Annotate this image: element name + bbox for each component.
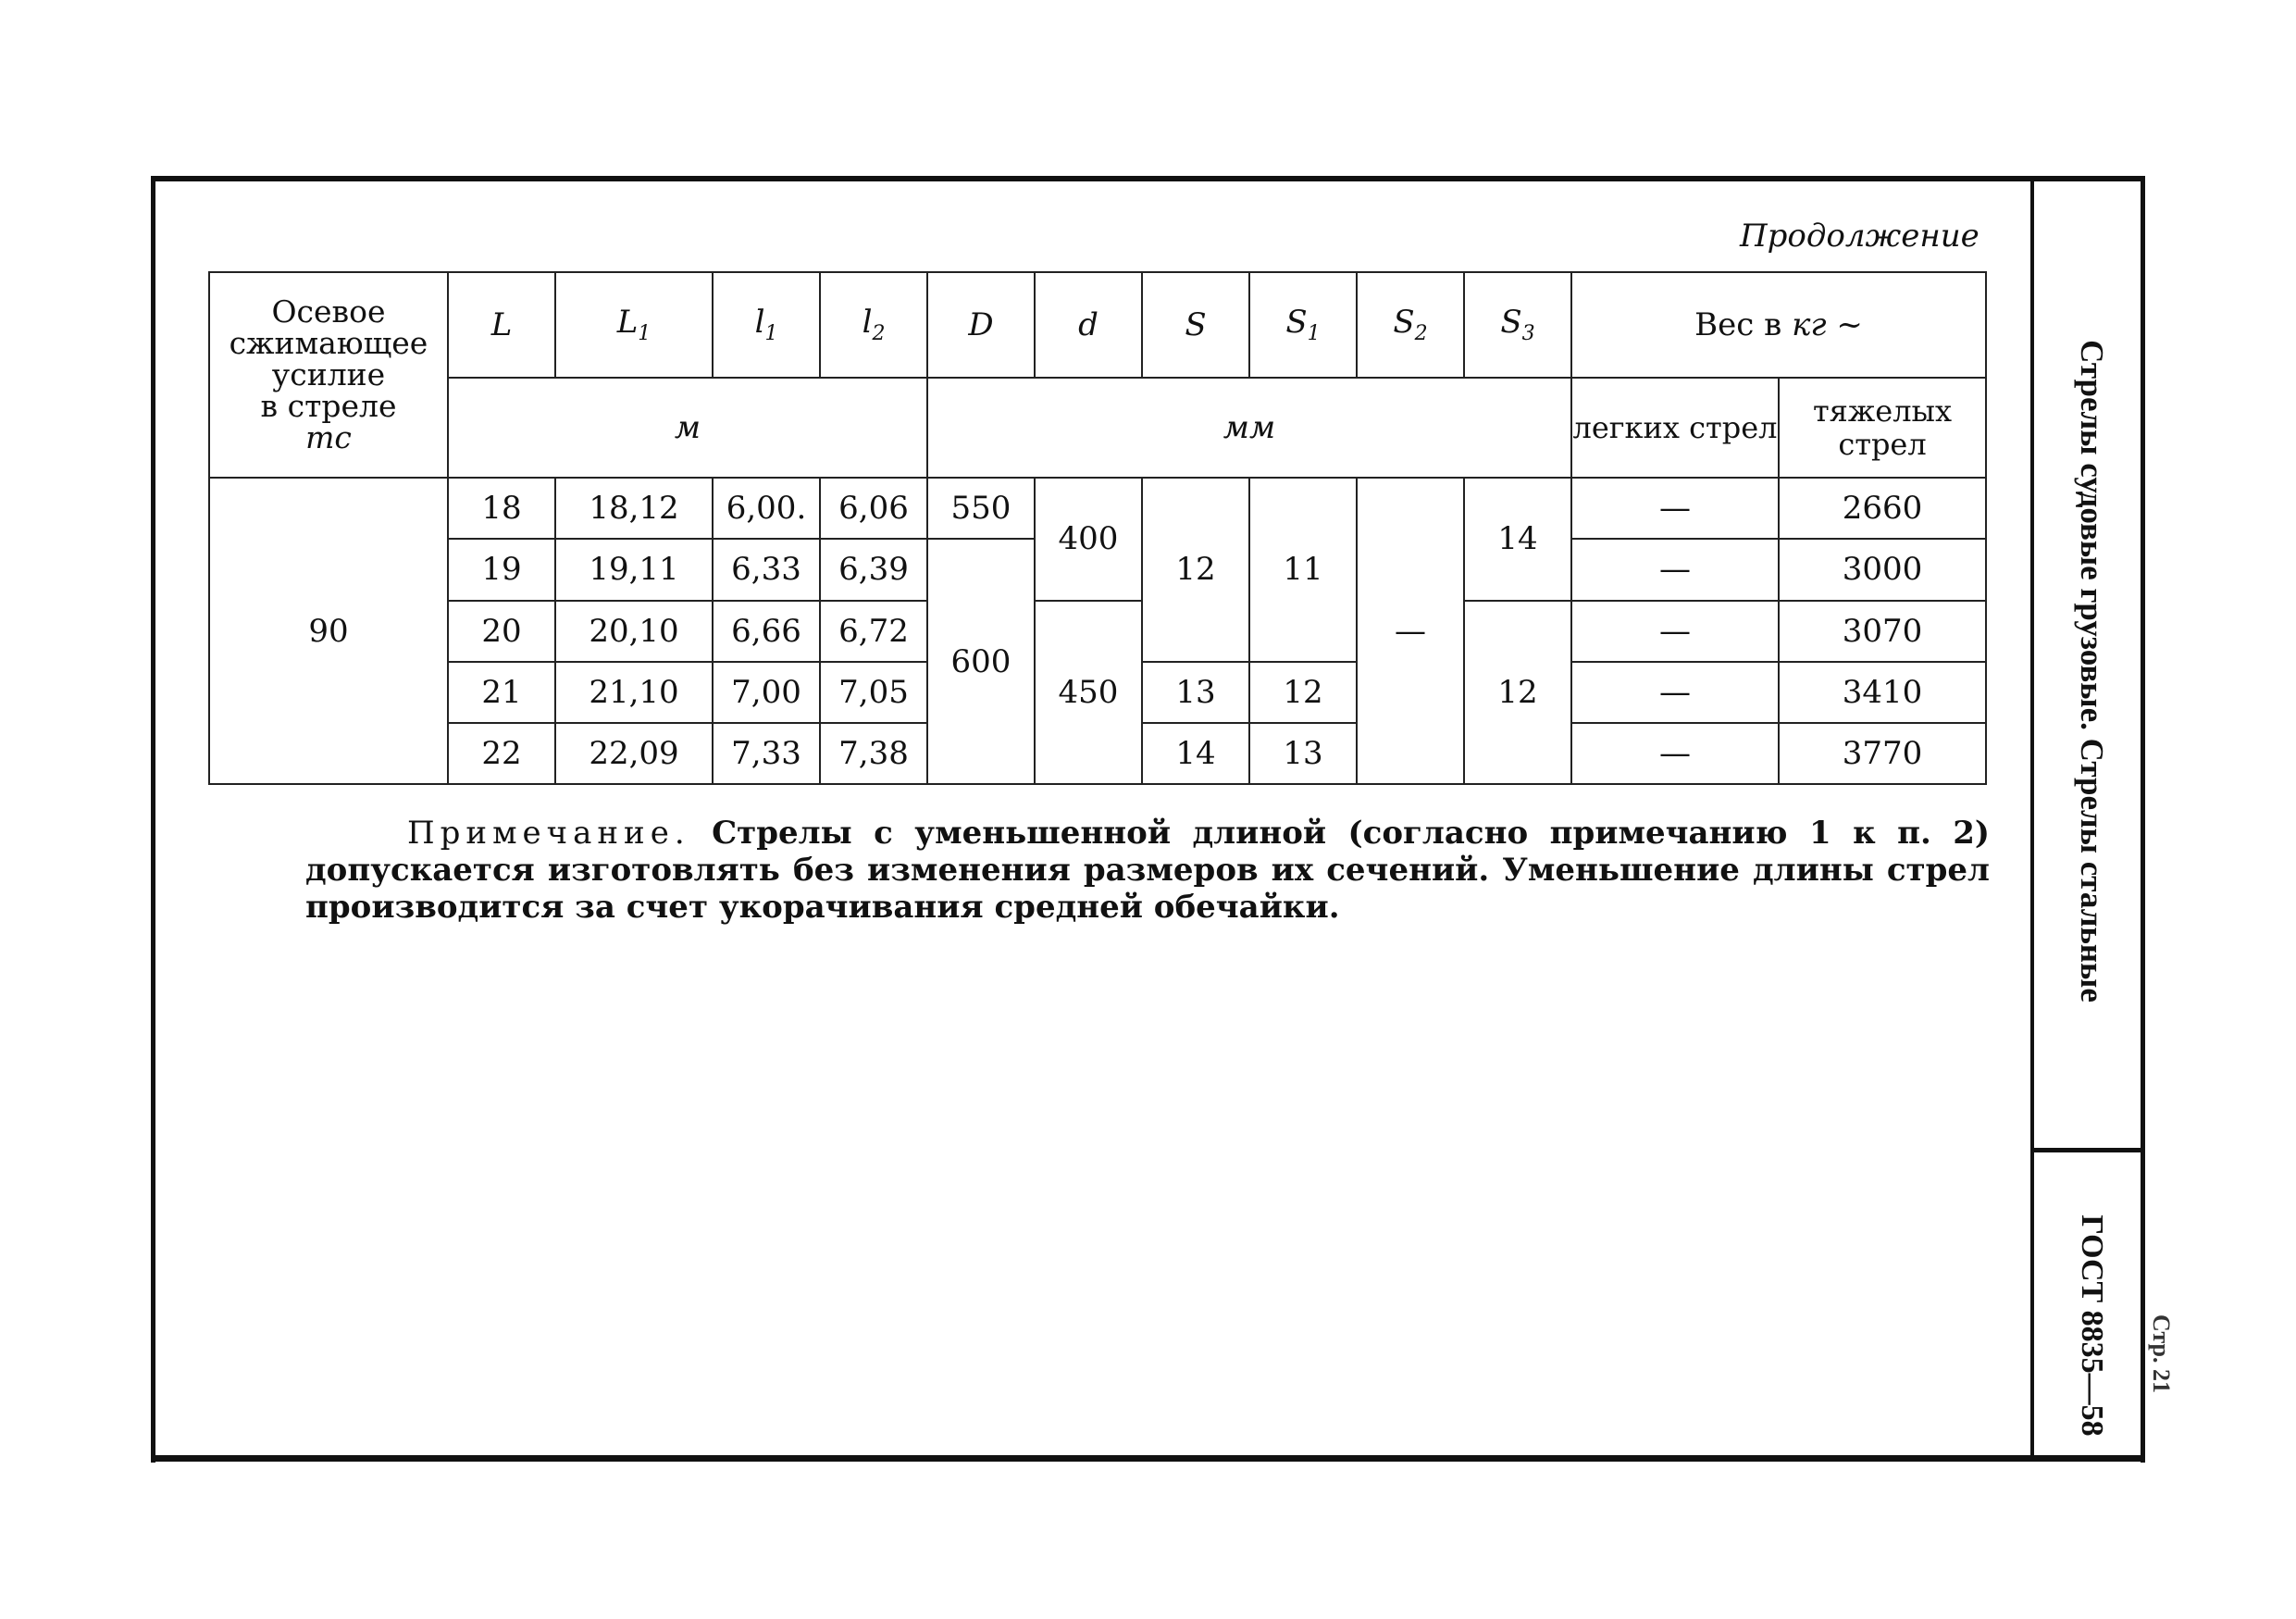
cell-weight-heavy: 2660 [1779, 478, 1986, 539]
table-row [209, 478, 1986, 539]
unit-m: м [448, 378, 927, 479]
cell-weight-light: — [1571, 662, 1779, 723]
header-heavy-booms: тяжелых стрел [1779, 378, 1986, 479]
cell-d: 450 [1035, 601, 1142, 785]
cell-L1: 21,10 [555, 662, 713, 723]
header-L: L [448, 272, 555, 378]
cell-L: 22 [448, 723, 555, 784]
side-standard-number: ГОСТ 8835—58 [2075, 1214, 2109, 1437]
cell-l1: 7,00 [713, 662, 820, 723]
header-L1: $L_1$ [555, 272, 713, 378]
cell-weight-light: — [1571, 723, 1779, 784]
cell-weight-light: — [1571, 539, 1779, 600]
cell-weight-light: — [1571, 478, 1779, 539]
cell-l1: 7,33 [713, 723, 820, 784]
cell-L: 20 [448, 601, 555, 662]
header-D: D [927, 272, 1035, 378]
side-panel-left-border [2030, 181, 2034, 1458]
cell-S1: 13 [1249, 723, 1357, 784]
cell-weight-heavy: 3000 [1779, 539, 1986, 600]
frame-top-border [151, 176, 2145, 181]
cell-L1: 22,09 [555, 723, 713, 784]
side-panel-right-border [2141, 176, 2145, 1463]
cell-weight-heavy: 3770 [1779, 723, 1986, 784]
cell-weight-light: — [1571, 601, 1779, 662]
frame-bottom-border [151, 1455, 2145, 1462]
cell-l2: 7,38 [820, 723, 927, 784]
side-title: Стрелы судовые грузовые. Стрелы стальные [2074, 340, 2110, 1003]
cell-l1: 6,66 [713, 601, 820, 662]
cell-S3: 12 [1464, 601, 1571, 785]
cell-S1: 12 [1249, 662, 1357, 723]
cell-l1: 6,00. [713, 478, 820, 539]
cell-D: 600 [927, 539, 1035, 784]
header-S2: $S_2$ [1357, 272, 1464, 378]
cell-S: 14 [1142, 723, 1249, 784]
cell-S2: — [1357, 478, 1464, 784]
header-S3: $S_3$ [1464, 272, 1571, 378]
cell-L: 19 [448, 539, 555, 600]
header-l1: $l_1$ [713, 272, 820, 378]
cell-S: 12 [1142, 478, 1249, 661]
cell-S3: 14 [1464, 478, 1571, 600]
cell-S1: 11 [1249, 478, 1357, 661]
note-label: Примечание. [407, 815, 690, 852]
frame-left-border [151, 176, 155, 1463]
cell-S: 13 [1142, 662, 1249, 723]
header-axial-force: Осевое сжимающее усилие в стреле тс [209, 272, 448, 478]
table-note [305, 815, 1990, 926]
cell-l2: 6,72 [820, 601, 927, 662]
cell-weight-heavy: 3070 [1779, 601, 1986, 662]
header-weight: Вес в кг ~ [1571, 272, 1986, 378]
cell-D: 550 [927, 478, 1035, 539]
cell-L1: 18,12 [555, 478, 713, 539]
boom-dimensions-table [208, 271, 1987, 785]
header-S: S [1142, 272, 1249, 378]
cell-weight-heavy: 3410 [1779, 662, 1986, 723]
cell-l2: 6,39 [820, 539, 927, 600]
cell-L1: 19,11 [555, 539, 713, 600]
cell-l1: 6,33 [713, 539, 820, 600]
cell-L: 18 [448, 478, 555, 539]
axial-value: 90 [209, 478, 448, 784]
side-panel-divider [2030, 1148, 2143, 1152]
header-S1: $S_1$ [1249, 272, 1357, 378]
cell-l2: 7,05 [820, 662, 927, 723]
cell-d: 400 [1035, 478, 1142, 600]
continuation-label: Продолжение [1740, 218, 1980, 255]
header-l2: $l_2$ [820, 272, 927, 378]
cell-L: 21 [448, 662, 555, 723]
note-text: Стрелы с уменьшенной длиной (согласно примечанию 1 к п. 2) допускается изготовлять без изменения размеров их сечений. Уменьшение длины стрел производится за счет укорачивания средней обечайки. [305, 815, 1990, 926]
unit-mm: мм [927, 378, 1571, 479]
side-page-number: Стр. 21 [2148, 1314, 2175, 1393]
cell-L1: 20,10 [555, 601, 713, 662]
header-light-booms: легких стрел [1571, 378, 1779, 479]
header-d: d [1035, 272, 1142, 378]
cell-l2: 6,06 [820, 478, 927, 539]
table-row [209, 601, 1986, 662]
